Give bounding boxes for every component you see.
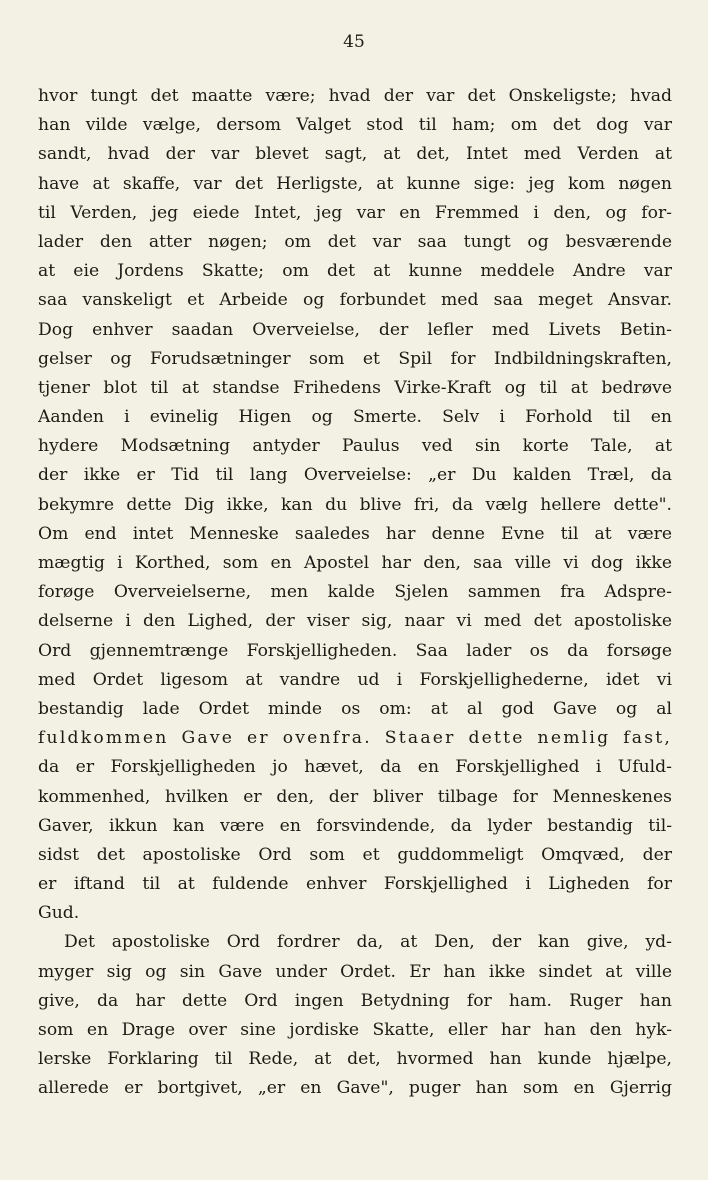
text-line: Gud.	[38, 903, 80, 924]
text-line: saa vanskeligt et Arbeide og forbundet med saa meget Ansvar.	[38, 290, 672, 311]
text-line: Ord gjennemtrænge Forskjelligheden. Saa lader os da forsøge	[38, 640, 672, 661]
body-text	[38, 82, 672, 1104]
text-line: lader den atter nøgen; om det var saa tungt og besværende	[38, 231, 672, 252]
text-line: der ikke er Tid til lang Overveielse: „er Du kalden Træl, da	[38, 465, 672, 486]
text-line: Dog enhver saadan Overveielse, der lefler med Livets Betin-	[38, 319, 672, 340]
text-line: sandt, hvad der var blevet sagt, at det, Intet med Verden at	[38, 144, 672, 165]
text-line: have at skaffe, var det Herligste, at kunne sige: jeg kom nøgen	[38, 173, 672, 194]
text-line: allerede er bortgivet, „er en Gave", puger han som en Gjerrig	[38, 1078, 672, 1099]
text-line: delserne i den Lighed, der viser sig, naar vi med det apostoliske	[38, 611, 672, 632]
text-line: til Verden, jeg eiede Intet, jeg var en Fremmed i den, og for-	[38, 202, 672, 223]
text-line: bekymre dette Dig ikke, kan du blive fri, da vælg hellere dette".	[38, 494, 672, 515]
text-line: lerske Forklaring til Rede, at det, hvormed han kunde hjælpe,	[38, 1049, 672, 1070]
text-line: han vilde vælge, dersom Valget stod til ham; om det dog var	[38, 115, 672, 136]
text-line: at eie Jordens Skatte; om det at kunne meddele Andre var	[38, 261, 672, 282]
text-line: Om end intet Menneske saaledes har denne Evne til at være	[38, 523, 672, 544]
text-line: myger sig og sin Gave under Ordet. Er han ikke sindet at ville	[38, 961, 672, 982]
text-line: som en Drage over sine jordiske Skatte, eller har han den hyk-	[38, 1020, 672, 1040]
text-line: bestandig lade Ordet minde os om: at al god Gave og al	[38, 698, 672, 719]
text-line: hydere Modsætning antyder Paulus ved sin korte Tale, at	[38, 436, 672, 457]
text-line: Aanden i evinelig Higen og Smerte. Selv i Forhold til en	[38, 407, 672, 428]
text-line: Gaver, ikkun kan være en forsvindende, da lyder bestandig til-	[38, 815, 672, 836]
text-line: give, da har dette Ord ingen Betydning for ham. Ruger han	[38, 990, 672, 1011]
text-line: da er Forskjelligheden jo hævet, da en Forskjellighed i Ufuld-	[38, 757, 672, 778]
text-line: kommenhed, hvilken er den, der bliver tilbage for Menneskenes	[38, 786, 672, 807]
text-line: forøge Overveielserne, men kalde Sjelen sammen fra Adspre-	[38, 582, 672, 603]
text-line: hvor tungt det maatte være; hvad der var det Onskeligste; hvad	[38, 86, 672, 106]
text-line: med Ordet ligesom at vandre ud i Forskjellighederne, idet vi	[38, 669, 672, 690]
text-line: fuldkommen Gave er ovenfra. Staaer dette nemlig fast,	[38, 728, 672, 749]
text-line: gelser og Forudsætninger som et Spil for Indbildningskraften,	[38, 348, 672, 369]
text-line: er iftand til at fuldende enhver Forskjellighed i Ligheden for	[38, 874, 672, 895]
text-line: sidst det apostoliske Ord som et guddommeligt Omqvæd, der	[38, 844, 672, 865]
text-line: mægtig i Korthed, som en Apostel har den, saa ville vi dog ikke	[38, 553, 672, 573]
page-number: 45	[343, 32, 365, 52]
text-line: Det apostoliske Ord fordrer da, at Den, der kan give, yd-	[64, 932, 672, 953]
text-line: tjener blot til at standse Frihedens Virke-Kraft og til at bedrøve	[38, 377, 672, 398]
